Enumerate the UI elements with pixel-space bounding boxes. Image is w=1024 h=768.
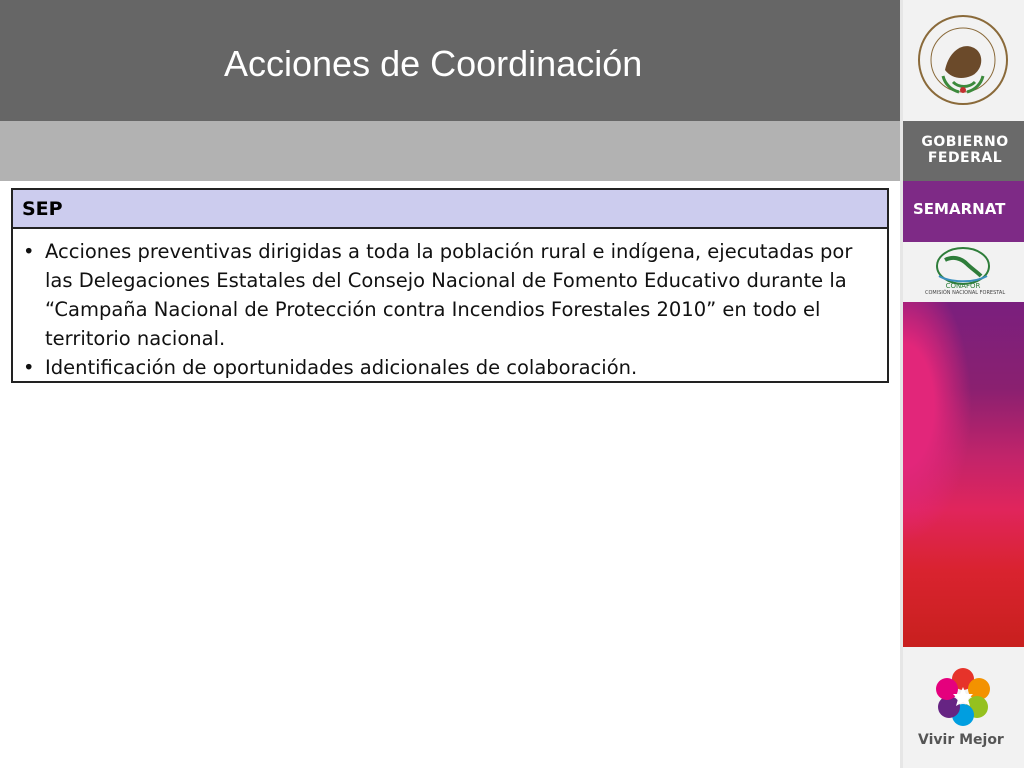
bullet-icon: • [23, 356, 35, 379]
national-seal-logo [915, 10, 1011, 110]
bullet-icon: • [23, 240, 35, 263]
list-item [21, 353, 877, 382]
content-table [11, 188, 889, 383]
conafor-subtitle: COMISIÓN NACIONAL FORESTAL [925, 290, 1006, 296]
semarnat-label: SEMARNAT [913, 200, 1006, 218]
gobierno-federal-logo [917, 134, 1013, 166]
decorative-color-band [903, 302, 1024, 647]
table-body [13, 229, 887, 382]
vivir-mejor-flower-icon [931, 665, 995, 729]
slide-title: Acciones de Coordinación [224, 43, 643, 84]
bullet-text: Acciones preventivas dirigidas a toda la población rural e indígena, ejecutadas por las Delegaciones Estatales del Consejo Nacional de Fomento Educativo durante la “Campaña Nacional de Protección contra Incendios Forestales 2010” en todo el territorio nacional. [45, 240, 853, 350]
title-bar [0, 0, 900, 121]
subtitle-band [0, 121, 900, 181]
national-seal-panel [903, 0, 1024, 121]
bullet-text: Identificación de oportunidades adicionales de colaboración. [45, 356, 638, 379]
table-header: SEP [13, 190, 887, 229]
bullet-list [21, 237, 877, 382]
conafor-panel [903, 242, 1024, 302]
semarnat-panel [903, 181, 1024, 242]
vivir-mejor-panel [903, 647, 1024, 768]
conafor-label: CONAFOR [945, 282, 981, 290]
conafor-logo [933, 246, 993, 290]
gobierno-federal-panel [903, 121, 1024, 181]
vivir-mejor-label: Vivir Mejor [918, 732, 1004, 748]
federal-label: FEDERAL [927, 150, 1003, 166]
list-item [21, 237, 877, 353]
gobierno-label: GOBIERNO [921, 134, 1009, 150]
